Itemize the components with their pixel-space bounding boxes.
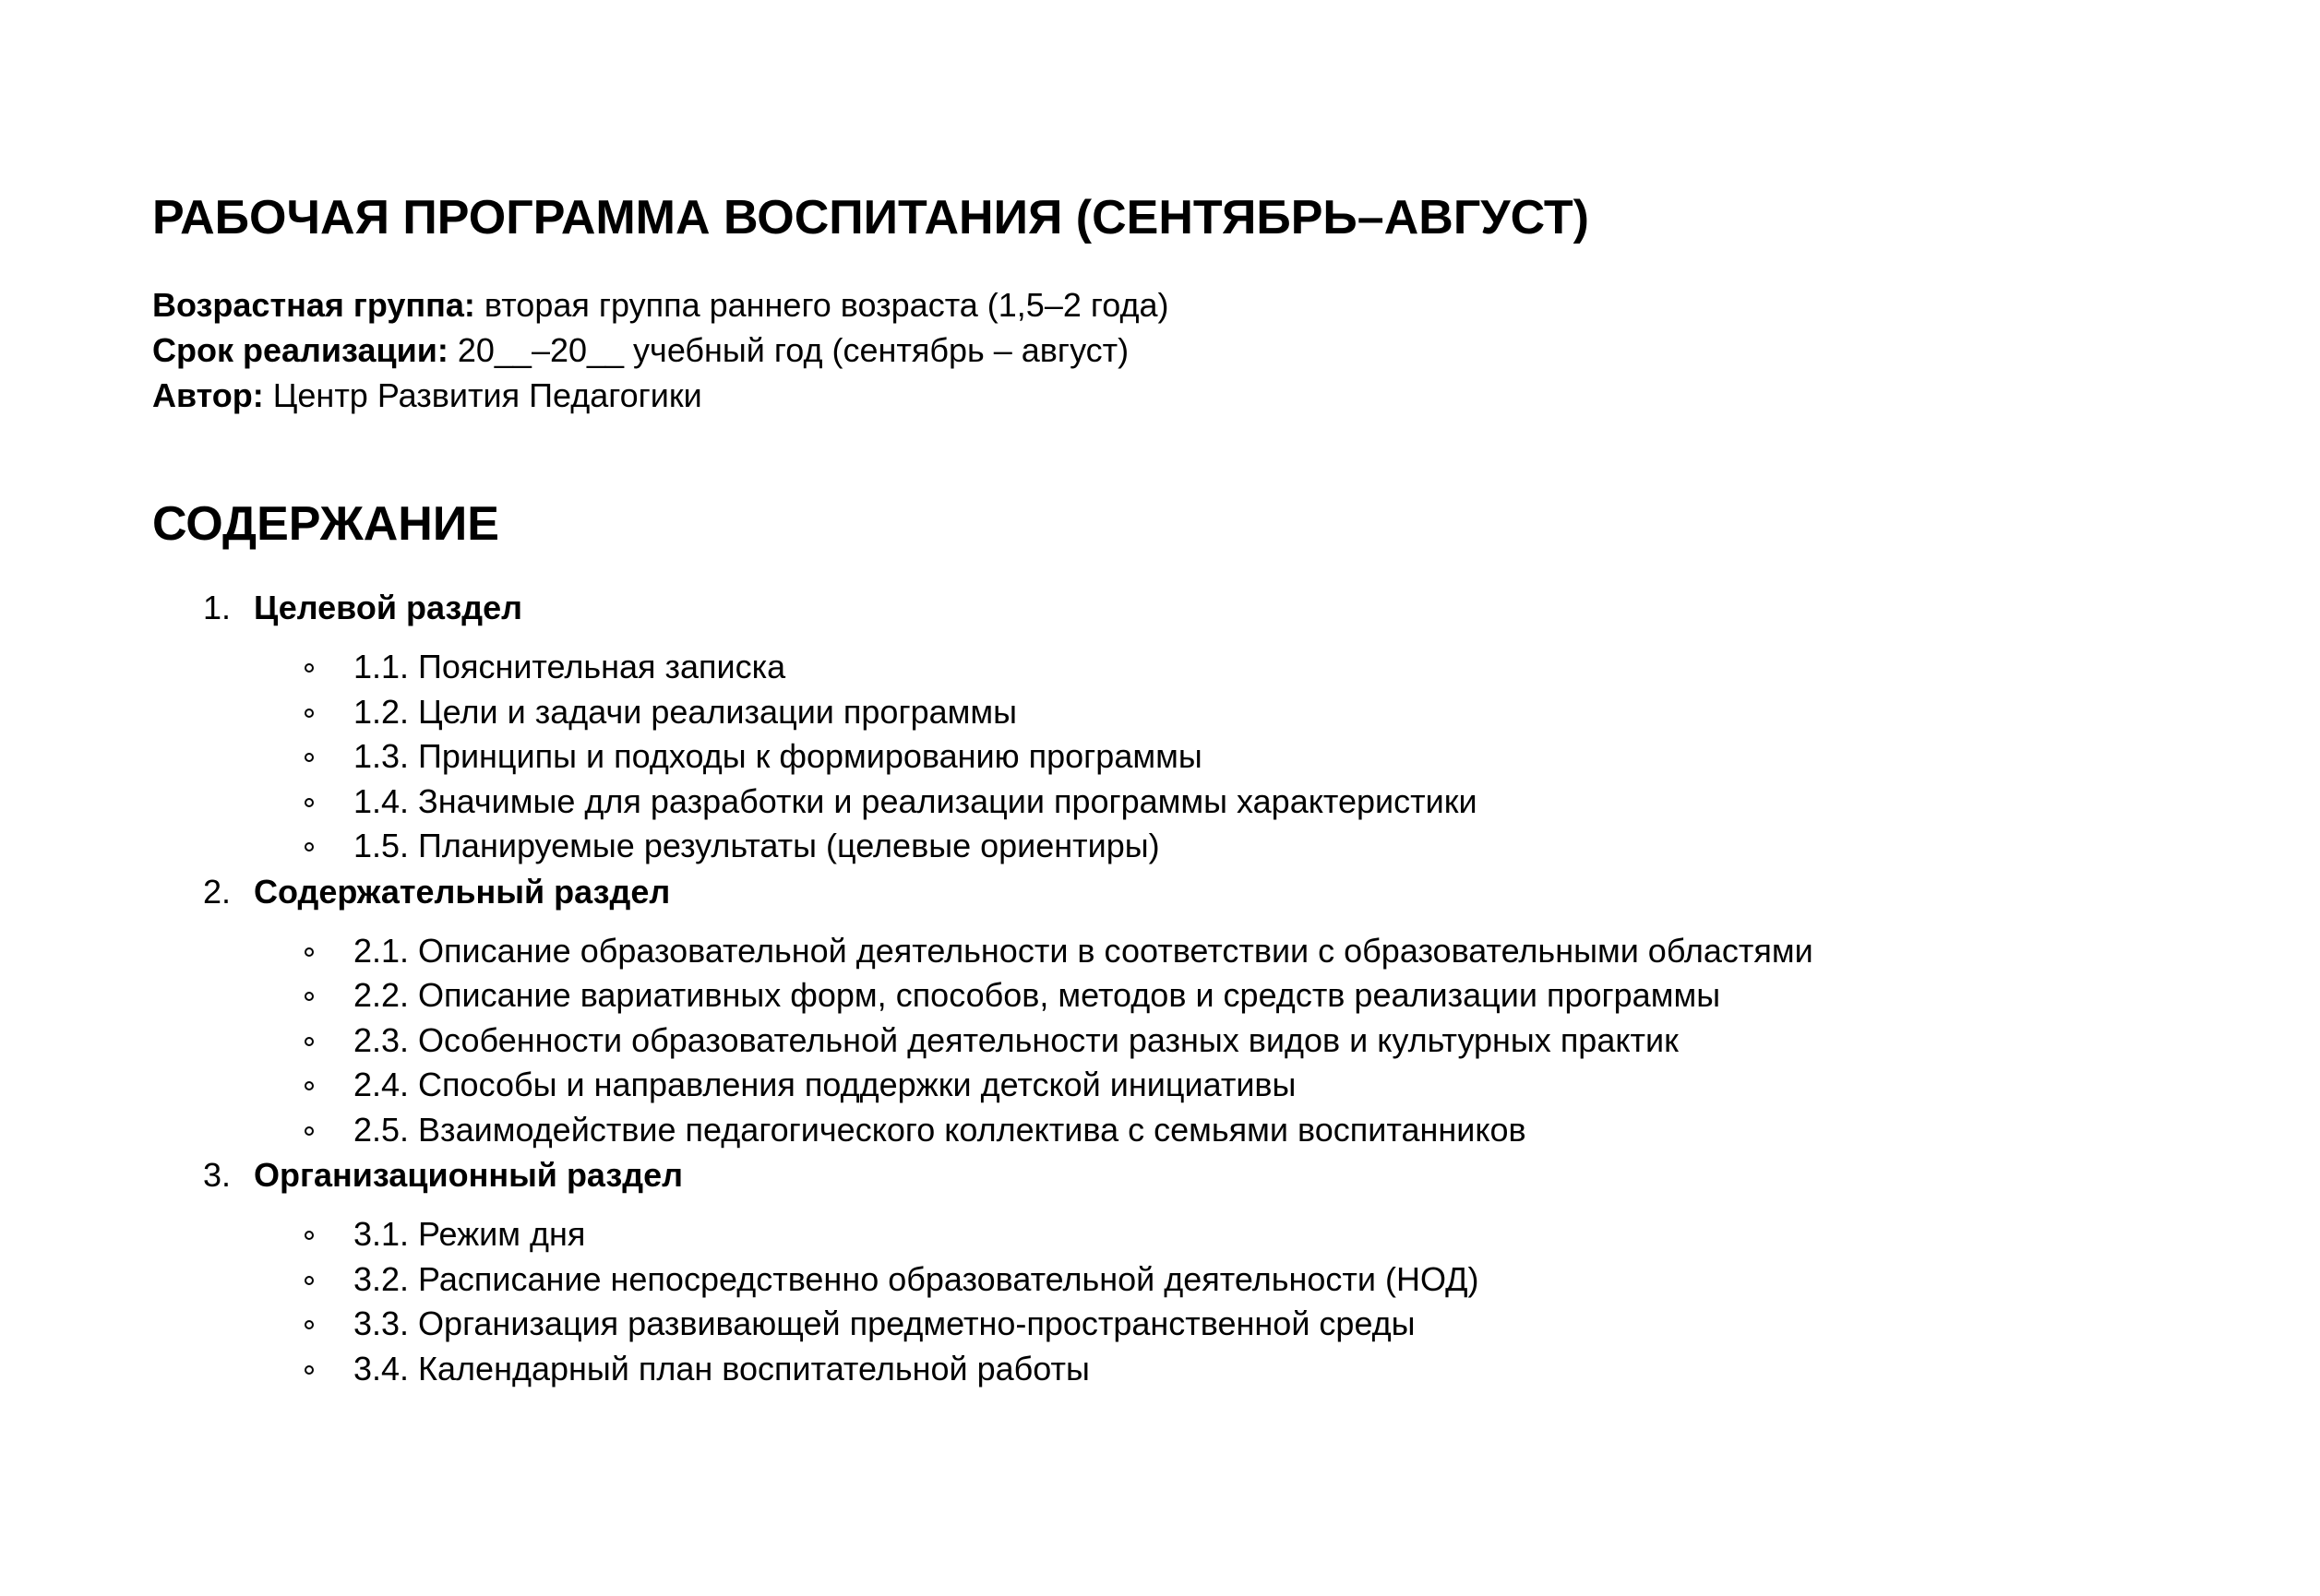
meta-label: Срок реализации: [152,331,448,369]
subsection-label: 2.1. Описание образовательной деятельности в соответствии с образовательными областями [353,931,1813,970]
meta-value: Центр Развития Педагогики [263,376,702,414]
hollow-circle-bullet-icon [305,663,314,673]
subsection-label: 2.5. Взаимодействие педагогического коллектива с семьями воспитанников [353,1110,1526,1149]
toc-subsection-item [152,824,2229,869]
meta-value: вторая группа раннего возраста (1,5–2 года) [474,286,1169,324]
subsection-label: 3.3. Организация развивающей предметно-пространственной среды [353,1304,1416,1342]
subsection-label: 2.4. Способы и направления поддержки детской инициативы [353,1066,1297,1103]
section-number: 2. [203,872,232,911]
toc-subsection-list [152,914,2229,1153]
subsection-label: 1.1. Пояснительная записка [353,648,786,685]
hollow-circle-bullet-icon [305,1037,314,1046]
toc-section-row [152,1152,2229,1197]
subsection-label: 3.1. Режим дня [353,1215,586,1253]
toc-section-row [152,585,2229,630]
toc-subsection-list [152,1197,2229,1391]
toc-subsection-list [152,630,2229,869]
document-meta [152,282,2182,418]
table-of-contents [152,585,2229,1391]
section-number: 1. [203,589,232,626]
toc-subsection-item [152,929,2229,974]
subsection-label: 3.2. Расписание непосредственно образовательной деятельности (НОД) [353,1259,1479,1298]
subsection-label: 1.3. Принципы и подходы к формированию программы [353,737,1202,775]
hollow-circle-bullet-icon [305,798,314,807]
meta-period [152,328,2182,373]
section-title: Целевой раздел [254,589,523,626]
toc-heading: СОДЕРЖАНИЕ [152,497,499,551]
hollow-circle-bullet-icon [305,842,314,852]
subsection-label: 2.2. Описание вариативных форм, способов, методов и средств реализации программы [353,976,1721,1014]
hollow-circle-bullet-icon [305,753,314,762]
section-title: Содержательный раздел [254,872,671,911]
toc-section [152,585,2229,869]
subsection-label: 1.4. Значимые для разработки и реализации программы характеристики [353,781,1477,820]
section-title: Организационный раздел [254,1156,684,1194]
toc-section [152,869,2229,1153]
hollow-circle-bullet-icon [305,1231,314,1240]
hollow-circle-bullet-icon [305,1320,314,1329]
toc-subsection-item [152,1108,2229,1153]
toc-subsection-item [152,1018,2229,1064]
toc-subsection-item [152,1063,2229,1108]
toc-subsection-item [152,690,2229,735]
toc-subsection-item [152,1347,2229,1392]
hollow-circle-bullet-icon [305,947,314,957]
subsection-label: 1.2. Цели и задачи реализации программы [353,692,1017,731]
hollow-circle-bullet-icon [305,992,314,1001]
meta-label: Автор: [152,376,264,414]
toc-section [152,1152,2229,1391]
hollow-circle-bullet-icon [305,709,314,718]
meta-label: Возрастная группа: [152,286,475,324]
document-title: РАБОЧАЯ ПРОГРАММА ВОСПИТАНИЯ (СЕНТЯБРЬ–АВГУСТ) [152,191,1589,244]
hollow-circle-bullet-icon [305,1081,314,1090]
hollow-circle-bullet-icon [305,1276,314,1285]
toc-subsection-item [152,973,2229,1018]
toc-subsection-item [152,734,2229,780]
toc-section-row [152,869,2229,914]
toc-subsection-item [152,1302,2229,1347]
subsection-label: 2.3. Особенности образовательной деятельности разных видов и культурных практик [353,1020,1679,1059]
meta-author [152,373,2182,418]
subsection-label: 3.4. Календарный план воспитательной работы [353,1349,1090,1388]
toc-subsection-item [152,1257,2229,1303]
toc-subsection-item [152,645,2229,690]
toc-subsection-item [152,780,2229,825]
meta-value: 20__–20__ учебный год (сентябрь – август) [448,331,1130,369]
subsection-label: 1.5. Планируемые результаты (целевые ориентиры) [353,827,1160,864]
meta-age-group [152,282,2182,328]
hollow-circle-bullet-icon [305,1365,314,1375]
section-number: 3. [203,1156,232,1194]
hollow-circle-bullet-icon [305,1126,314,1136]
toc-subsection-item [152,1212,2229,1257]
